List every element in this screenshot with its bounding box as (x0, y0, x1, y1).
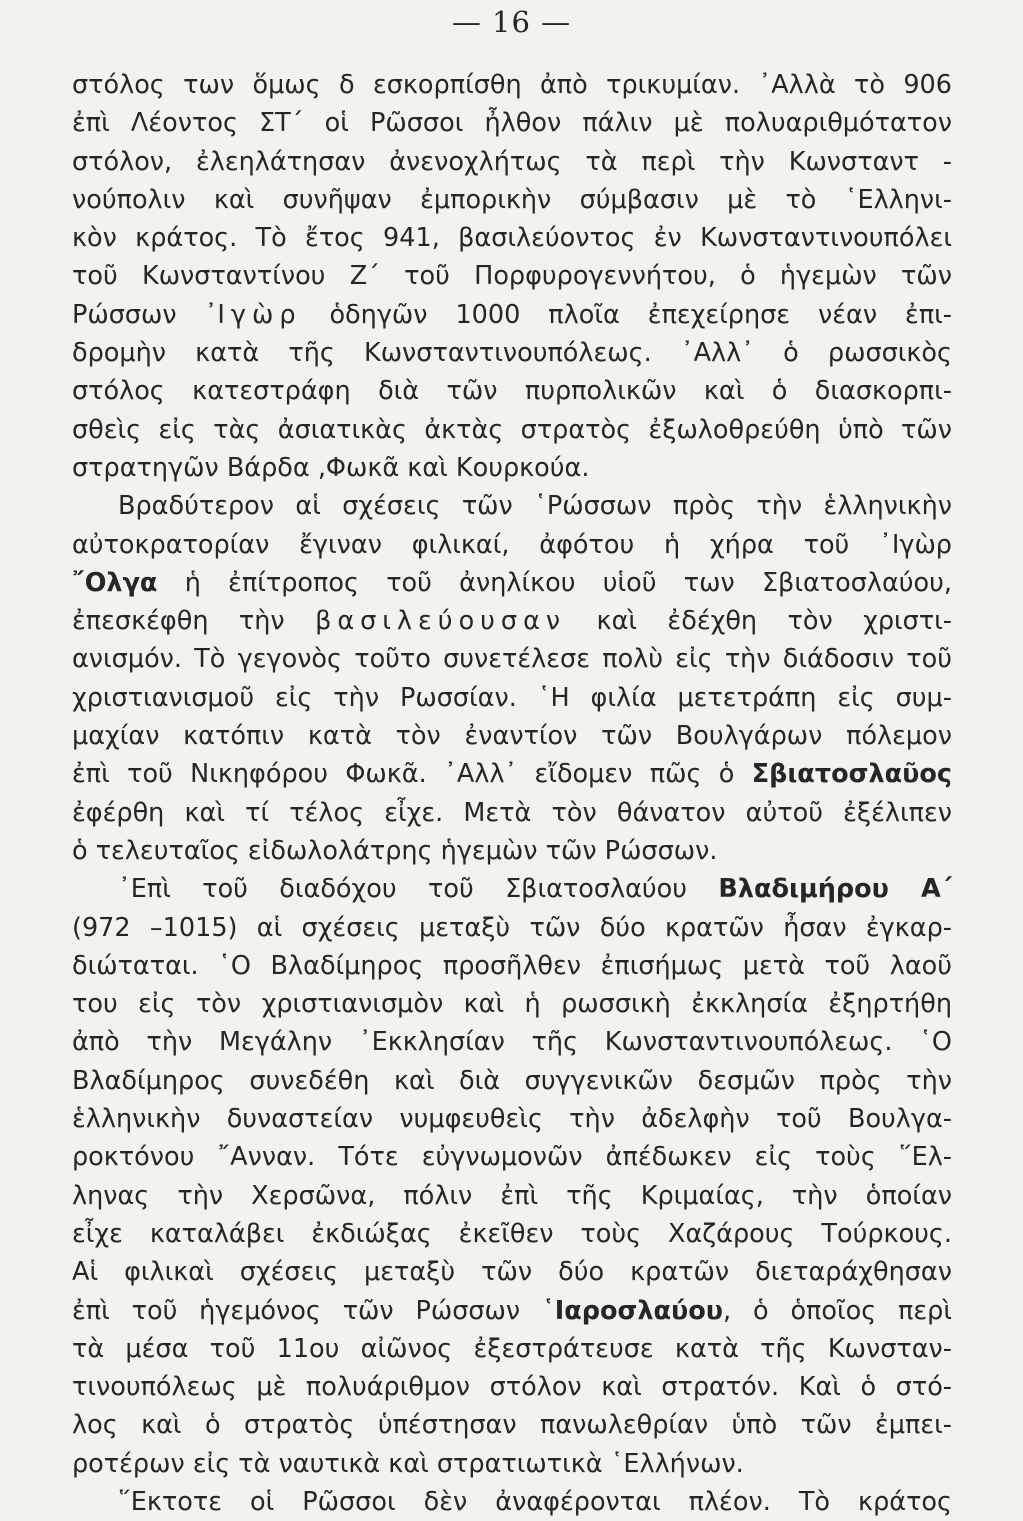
text-line (72, 717, 952, 755)
text-segment: Αἱ φιλικαὶ σχέσεις μεταξὺ τῶν δύο κρατῶν διεταράχθησαν (72, 1257, 952, 1288)
text-line (72, 143, 952, 181)
text-segment: (972 –1015) αἱ σχέσεις μεταξὺ τῶν δύο κρατῶν ἦσαν ἐγκαρ- (72, 912, 952, 943)
text-line (72, 909, 952, 947)
text-segment: ἐπεσκέφθη τὴν (72, 606, 316, 637)
text-line (72, 870, 952, 908)
text-line (72, 104, 952, 142)
text-segment: ᾿Επὶ τοῦ διαδόχου τοῦ Σβιατοσλαύου (118, 874, 719, 905)
text-line (72, 1292, 952, 1330)
text-segment: στρατηγῶν Βάρδα ,Φωκᾶ καὶ Κουρκούα. (72, 452, 590, 483)
bold-name: Σβιατοσλαῦος (751, 759, 952, 790)
text-line (72, 1330, 952, 1368)
text-segment: ανισμόν. Τὸ γεγονὸς τοῦτο συνετέλεσε πολὺ εἰς τὴν διάδοσιν τοῦ (72, 644, 952, 675)
text-segment: ὁ τελευταῖος εἰδωλολάτρης ἡγεμὼν τῶν Ρώσσων. (72, 835, 718, 866)
text-line (72, 1483, 952, 1521)
text-line (72, 1100, 952, 1138)
text-line (72, 526, 952, 564)
text-line (72, 66, 952, 104)
text-line (72, 602, 952, 640)
text-line (72, 296, 952, 334)
text-segment: λος καὶ ὁ στρατὸς ὑπέστησαν πανωλεθρίαν ὑπὸ τῶν ἐμπει- (72, 1410, 952, 1441)
text-line (72, 1445, 952, 1483)
bold-name: Βλαδιμήρου Α΄ (718, 874, 952, 905)
text-segment: ἐπὶ τοῦ Νικηφόρου Φωκᾶ. ᾿Αλλ᾿ εἴδομεν πῶς ὁ (72, 759, 752, 790)
text-segment: ἐπὶ Λέοντος ΣΤ΄ οἱ Ρῶσσοι ἦλθον πάλιν μὲ πολυαριθμότατον (72, 108, 952, 139)
text-line (72, 564, 952, 602)
text-segment: στόλος των ὅμως δ εσκορπίσθη ἀπὸ τρικυμίαν. ᾿Αλλὰ τὸ 906 (72, 70, 952, 100)
text-segment: Ρώσσων ᾿ (72, 299, 218, 330)
text-segment: τοῦ Κωνσταντίνου Ζ΄ τοῦ Πορφυρογεννήτου, ὁ ἡγεμὼν τῶν (72, 261, 952, 292)
text-segment: μαχίαν κατόπιν κατὰ τὸν ἐναντίον τῶν Βουλγάρων πόλεμον (72, 721, 952, 752)
text-segment: ροκτόνου ῎Ανναν. Τότε εὐγνωμονῶν ἀπέδωκεν εἰς τοὺς ῞Ελ- (72, 1142, 952, 1173)
text-segment: ἑλληνικὴν δυναστείαν νυμφευθεὶς τὴν ἀδελφὴν τοῦ Βουλγα- (72, 1104, 952, 1135)
text-segment: Βλαδίμηρος συνεδέθη καὶ διὰ συγγενικῶν δεσμῶν πρὸς τὴν (72, 1065, 952, 1096)
text-line (72, 640, 952, 678)
text-segment: τὰ μέσα τοῦ 11ου αἰῶνος ἐξεστράτευσε κατὰ τῆς Κωνσταν- (72, 1333, 952, 1364)
text-line (72, 947, 952, 985)
text-line (72, 1215, 952, 1253)
text-line (72, 181, 952, 219)
text-segment: σθεὶς εἰς τὰς ἀσιατικὰς ἀκτὰς στρατὸς ἐξωλοθρεύθη ὑπὸ τῶν (72, 414, 952, 445)
text-line (72, 1138, 952, 1176)
text-segment: ροτέρων εἰς τὰ ναυτικὰ καὶ στρατιωτικὰ ῾Ελλήνων. (72, 1448, 744, 1479)
text-line (72, 411, 952, 449)
text-segment: χριστιανισμοῦ εἰς τὴν Ρωσσίαν. ῾Η φιλία μετετράπη εἰς συμ- (72, 682, 952, 713)
text-line (72, 219, 952, 257)
text-segment: ὁδηγῶν 1000 πλοῖα ἐπεχείρησε νέαν ἐπι- (301, 299, 953, 330)
text-segment: του εἰς τὸν χριστιανισμὸν καὶ ἡ ρωσσικὴ ἐκκλησία ἐξηρτήθη (72, 989, 952, 1020)
text-segment: νούπολιν καὶ συνῆψαν ἐμπορικὴν σύμβασιν μὲ τὸ ῾Ελληνι- (72, 184, 952, 215)
text-segment: στόλος κατεστράφη διὰ τῶν πυρπολικῶν καὶ ὁ διασκορπι- (72, 376, 952, 407)
text-line (72, 794, 952, 832)
text-segment: καὶ ἐδέχθη τὸν χριστι- (566, 606, 952, 637)
text-line (72, 1062, 952, 1100)
text-segment: κὸν κράτος. Τὸ ἔτος 941, βασιλεύοντος ἐν Κωνσταντινουπόλει (72, 223, 952, 254)
text-line (72, 449, 952, 487)
text-segment: , ὁ ὁποῖος περὶ (723, 1295, 952, 1326)
text-line (72, 487, 952, 525)
text-segment: ἐφέρθη καὶ τί τέλος εἶχε. Μετὰ τὸν θάνατον αὐτοῦ ἐξέλιπεν (72, 797, 952, 828)
text-segment: ληνας τὴν Χερσῶνα, πόλιν ἐπὶ τῆς Κριμαίας, τὴν ὁποίαν (72, 1180, 952, 1211)
text-line (72, 1368, 952, 1406)
spaced-word: Ιγὼρ (217, 299, 302, 330)
text-segment: ἡ ἐπίτροπος τοῦ ἀνηλίκου υἱοῦ των Σβιατοσλαύου, (157, 567, 952, 598)
text-segment: Βραδύτερον αἱ σχέσεις τῶν ῾Ρώσσων πρὸς τὴν ἑλληνικὴν (118, 491, 952, 522)
text-segment: ἀπὸ τὴν Μεγάλην ᾿Εκκλησίαν τῆς Κωνσταντινουπόλεως. ῾Ο (72, 1027, 952, 1058)
text-line (72, 334, 952, 372)
text-line (72, 1253, 952, 1291)
body-text (72, 66, 952, 1521)
text-segment: ἐπὶ τοῦ ἡγεμόνος τῶν Ρώσσων (72, 1295, 543, 1326)
bold-name: ῎Ολγα (72, 567, 158, 598)
text-line (72, 257, 952, 295)
text-segment: διώταται. ῾Ο Βλαδίμηρος προσῆλθεν ἐπισήμως μετὰ τοῦ λαοῦ (72, 950, 952, 981)
text-segment: ῞Εκτοτε οἱ Ρῶσσοι δὲν ἀναφέρονται πλέον. Τὸ κράτος (118, 1486, 952, 1517)
text-line (72, 679, 952, 717)
text-segment: τινουπόλεως μὲ πολυάριθμον στόλον καὶ στρατόν. Καὶ ὁ στό- (72, 1372, 952, 1403)
text-line (72, 832, 952, 870)
text-line (72, 755, 952, 793)
text-line (72, 1177, 952, 1215)
text-segment: στόλον, ἐλεηλάτησαν ἀνενοχλήτως τὰ περὶ τὴν Κωνσταντ - (72, 146, 952, 177)
text-line (72, 985, 952, 1023)
spaced-word: βασιλεύουσαν (315, 606, 567, 637)
text-segment: εἶχε καταλάβει ἐκδιώξας ἐκεῖθεν τοὺς Χαζάρους Τούρκους. (72, 1218, 952, 1249)
text-line (72, 1023, 952, 1061)
page-number: — 16 — (451, 5, 572, 39)
bold-name: ῾Ιαροσλαύου (542, 1295, 724, 1326)
text-line (72, 372, 952, 410)
text-segment: δρομὴν κατὰ τῆς Κωνσταντινουπόλεως. ᾿Αλλ᾿ ὁ ρωσσικὸς (72, 338, 952, 369)
text-line (72, 1406, 952, 1444)
text-segment: αὐτοκρατορίαν ἔγιναν φιλικαί, ἀφότου ἡ χήρα τοῦ ᾿Ιγὼρ (72, 529, 952, 560)
